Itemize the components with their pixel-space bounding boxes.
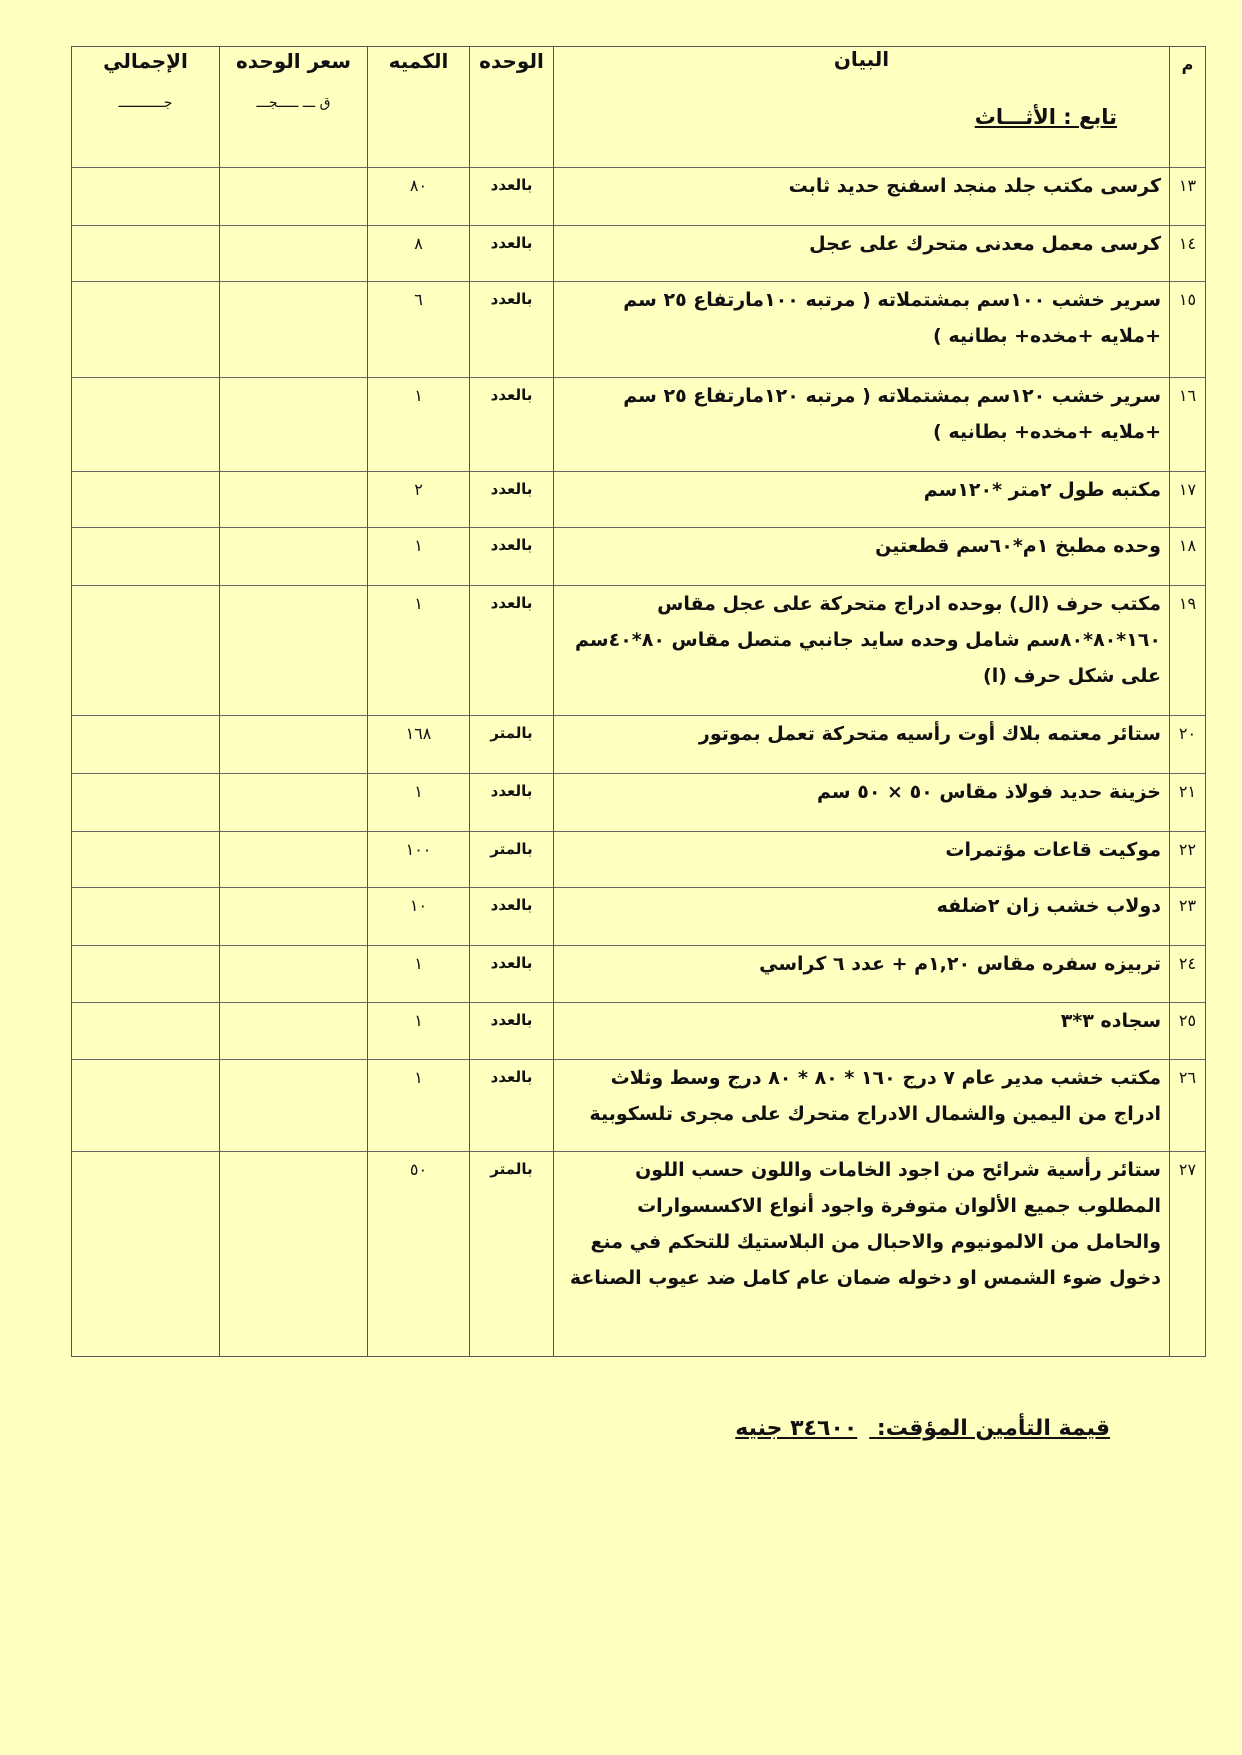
table-row [72, 168, 1206, 226]
item-description: سجاده ٣*٣ [1060, 1010, 1161, 1032]
item-unit-price [220, 716, 368, 774]
item-unit: بالعدد [490, 176, 533, 194]
item-total [72, 774, 220, 832]
item-unit: بالمتر [490, 840, 533, 858]
table-row [72, 888, 1206, 946]
item-unit-price [220, 586, 368, 716]
boq-sheet [72, 46, 1206, 1357]
item-quantity: ٨ [414, 234, 423, 253]
header-unit-price: سعر الوحده ق ـــ ـــــجـــ [220, 47, 368, 168]
unit-price-currency: ق ـــ ـــــجـــ [256, 95, 331, 111]
item-total [72, 1060, 220, 1152]
item-total [72, 888, 220, 946]
item-unit: بالعدد [490, 234, 533, 252]
item-unit-price [220, 226, 368, 282]
table-row [72, 1003, 1206, 1060]
item-description: ستائر معتمه بلاك أوت رأسيه متحركة تعمل بموتور [698, 723, 1161, 745]
item-quantity: ١ [414, 1011, 423, 1030]
item-unit-price [220, 472, 368, 528]
item-quantity: ١٠٠ [405, 840, 432, 859]
item-total [72, 282, 220, 378]
table-row [72, 946, 1206, 1003]
item-unit: بالعدد [490, 782, 533, 800]
item-unit-price [220, 168, 368, 226]
item-description: تربيزه سفره مقاس ١,٢٠م + عدد ٦ كراسي [759, 953, 1161, 975]
item-number: ١٣ [1178, 176, 1197, 195]
item-number: ١٧ [1178, 480, 1197, 499]
item-number: ١٦ [1178, 386, 1197, 405]
header-unit: الوحده [470, 47, 554, 168]
item-number: ٢١ [1178, 782, 1197, 801]
item-description: سرير خشب ١٢٠سم بمشتملاته ( مرتبه ١٢٠مارتفاع ٢٥ سم +ملايه +مخده+ بطانيه ) [623, 385, 1161, 443]
item-number: ٢٦ [1178, 1068, 1197, 1087]
item-total [72, 716, 220, 774]
item-number: ٢٣ [1178, 896, 1197, 915]
item-unit: بالعدد [490, 290, 533, 308]
item-number: ١٥ [1178, 290, 1197, 309]
item-description: وحده مطبخ ١م*٦٠سم قطعتين [875, 535, 1161, 557]
item-unit-price [220, 946, 368, 1003]
item-total [72, 946, 220, 1003]
item-description: دولاب خشب زان ٢ضلفه [936, 895, 1161, 917]
provisional-insurance [735, 1416, 1110, 1441]
table-row [72, 716, 1206, 774]
item-quantity: ١ [414, 536, 423, 555]
header-total: الإجمالي جـــــــــــ [72, 47, 220, 168]
item-quantity: ٥٠ [409, 1160, 428, 1179]
item-unit-price [220, 774, 368, 832]
header-description [554, 47, 1170, 168]
item-number: ٢٧ [1178, 1160, 1197, 1179]
item-quantity: ١ [414, 954, 423, 973]
item-description: كرسى معمل معدنى متحرك على عجل [809, 233, 1161, 255]
item-unit-price [220, 832, 368, 888]
item-unit: بالعدد [490, 954, 533, 972]
table-row [72, 226, 1206, 282]
item-total [72, 586, 220, 716]
item-quantity: ٦ [414, 290, 423, 309]
item-total [72, 378, 220, 472]
item-number: ١٤ [1178, 234, 1197, 253]
item-unit-price [220, 1060, 368, 1152]
item-quantity: ١ [414, 1068, 423, 1087]
item-quantity: ١ [414, 386, 423, 405]
header-quantity: الكميه [368, 47, 470, 168]
item-total [72, 528, 220, 586]
section-title: تابع : الأثـــاث [974, 105, 1117, 129]
item-description: ستائر رأسية شرائح من اجود الخامات واللون حسب اللون المطلوب جميع الألوان متوفرة واجود أنواع الاكسسوارات والحامل من الالمونيوم والاحبال من البلاستيك للتحكم في منع دخول ضوء الشمس او دخوله ضمان عام كامل ضد عيوب الصناعة [569, 1159, 1161, 1289]
item-unit: بالعدد [490, 896, 533, 914]
item-number: ١٨ [1178, 536, 1197, 555]
item-unit-price [220, 528, 368, 586]
bill-of-quantities-table [71, 46, 1206, 1357]
item-unit-price [220, 1152, 368, 1357]
item-description: مكتبه طول ٢متر *١٢٠سم [923, 479, 1161, 501]
item-quantity: ٨٠ [409, 176, 428, 195]
table-row [72, 528, 1206, 586]
item-description: مكتب حرف (ال) بوحده ادراج متحركة على عجل مقاس ١٦٠*٨٠*٨٠سم شامل وحده سايد جانبي متصل مقاس ٨٠*٤٠سم على شكل حرف (ا) [575, 593, 1161, 687]
item-description: كرسى مكتب جلد منجد اسفنج حديد ثابت [788, 175, 1161, 197]
item-quantity: ١٠ [409, 896, 428, 915]
header-no: م [1170, 47, 1206, 168]
item-unit-price [220, 1003, 368, 1060]
insurance-amount: ٣٤٦٠٠ جنيه [735, 1416, 858, 1441]
item-total [72, 1003, 220, 1060]
header-description-label: البيان [833, 47, 890, 71]
item-unit: بالعدد [490, 386, 533, 404]
item-total [72, 832, 220, 888]
item-number: ٢٤ [1178, 954, 1197, 973]
item-unit: بالعدد [490, 536, 533, 554]
item-total [72, 1152, 220, 1357]
item-description: موكيت قاعات مؤتمرات [945, 839, 1161, 861]
item-unit: بالعدد [490, 480, 533, 498]
item-number: ٢٥ [1178, 1011, 1197, 1030]
table-row [72, 586, 1206, 716]
item-unit: بالعدد [490, 594, 533, 612]
table-row [72, 1152, 1206, 1357]
item-description: سرير خشب ١٠٠سم بمشتملاته ( مرتبه ١٠٠مارتفاع ٢٥ سم +ملايه +مخده+ بطانيه ) [623, 289, 1161, 347]
item-unit: بالمتر [490, 1160, 533, 1178]
table-row [72, 774, 1206, 832]
item-total [72, 472, 220, 528]
item-total [72, 168, 220, 226]
item-number: ٢٠ [1178, 724, 1197, 743]
total-currency: جـــــــــــ [118, 95, 173, 111]
table-row [72, 378, 1206, 472]
item-total [72, 226, 220, 282]
table-row [72, 282, 1206, 378]
item-description: مكتب خشب مدير عام ٧ درج ١٦٠ * ٨٠ * ٨٠ درج وسط وثلاث ادراج من اليمين والشمال الادراج متحرك على مجرى تلسكوبية [589, 1067, 1161, 1125]
item-unit-price [220, 888, 368, 946]
item-unit: بالعدد [490, 1011, 533, 1029]
table-header-row [72, 47, 1206, 168]
item-quantity: ٢ [414, 480, 423, 499]
item-unit-price [220, 378, 368, 472]
item-quantity: ١٦٨ [405, 724, 432, 743]
table-row [72, 472, 1206, 528]
item-number: ٢٢ [1178, 840, 1197, 859]
insurance-label: قيمة التأمين المؤقت: [876, 1416, 1110, 1441]
item-unit: بالعدد [490, 1068, 533, 1086]
item-unit-price [220, 282, 368, 378]
item-description: خزينة حديد فولاذ مقاس ٥٠ × ٥٠ سم [817, 781, 1161, 803]
item-unit: بالمتر [490, 724, 533, 742]
item-quantity: ١ [414, 782, 423, 801]
table-row [72, 832, 1206, 888]
table-row [72, 1060, 1206, 1152]
item-quantity: ١ [414, 594, 423, 613]
item-number: ١٩ [1178, 594, 1197, 613]
